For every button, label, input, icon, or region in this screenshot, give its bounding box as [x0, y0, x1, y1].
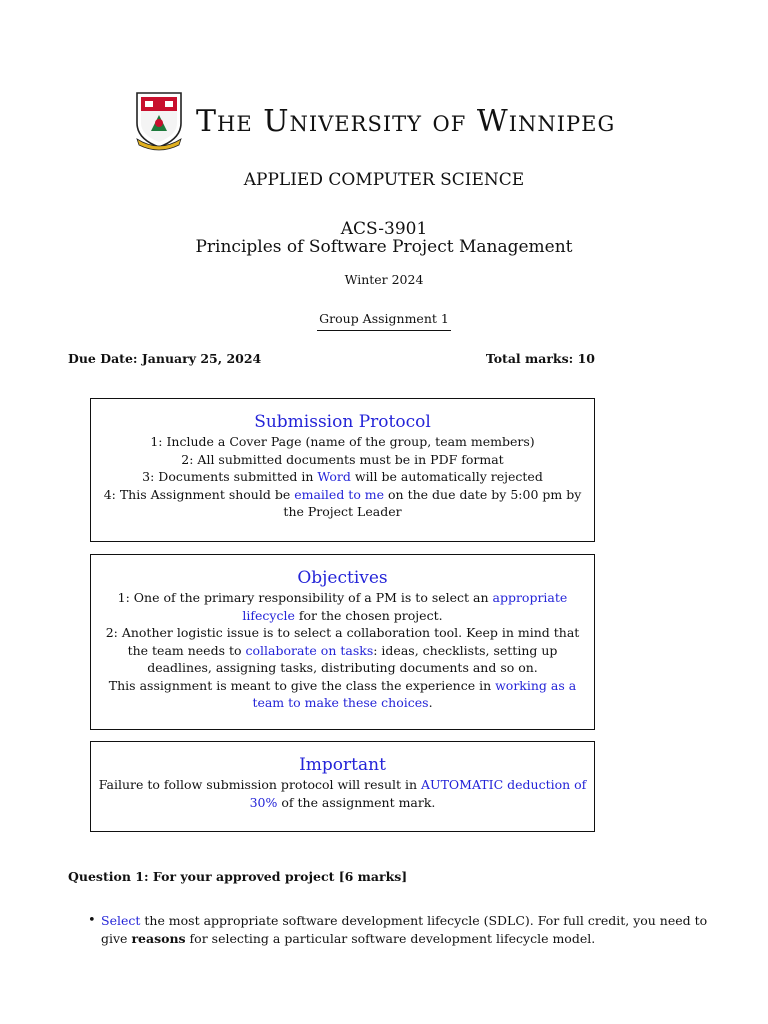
submission-item-4-text-b: on the due date by 5:00 pm by the Project Leader [283, 486, 582, 519]
important-text-a: Failure to follow submission protocol will result in [98, 777, 422, 792]
working-as-team-link[interactable]: working as a team to make these choices [252, 677, 577, 710]
university-name: The University of Winnipeg [196, 104, 616, 139]
objective-item-1-text-a: 1: One of the primary responsibility of a PM is to select an [117, 590, 493, 605]
submission-item-2: 2: All submitted documents must be in PDF format [181, 451, 504, 467]
important-box [90, 741, 595, 832]
question-1-bullet [101, 912, 711, 948]
objective-item-1-text-b: for the chosen project. [294, 607, 443, 623]
question-1-bullet-text-a: the most appropriate software development lifecycle (SDLC). For full credit, you need to give [101, 913, 708, 946]
objective-item-1 [97, 589, 588, 624]
collaborate-link[interactable]: collaborate on tasks [245, 642, 374, 658]
important-text [97, 776, 588, 811]
submission-item-4-text-a: 4: This Assignment should be [103, 486, 295, 502]
due-date: Due Date: January 25, 2024 [68, 351, 262, 366]
term: Winter 2024 [344, 272, 424, 287]
university-crest-icon [133, 89, 185, 151]
submission-item-4 [97, 486, 588, 521]
course-title: Principles of Software Project Management [195, 237, 573, 257]
submission-protocol-title: Submission Protocol [254, 412, 431, 432]
submission-item-3 [97, 468, 588, 486]
objective-item-2 [97, 624, 588, 677]
objective-item-3-text-b: . [428, 695, 433, 710]
objective-item-2-text-b: : ideas, checklists, setting up deadlines, assigning tasks, distributing documents and so on. [147, 642, 558, 675]
total-marks: Total marks: 10 [485, 351, 595, 366]
important-text-b: of the assignment mark. [277, 794, 436, 810]
submission-item-3-text-a: 3: Documents submitted in [142, 469, 318, 484]
objective-item-2-text-a: 2: Another logistic issue is to select a collaboration tool. Keep in mind that the team needs to [105, 625, 580, 658]
automatic-deduction-link[interactable]: AUTOMATIC deduction of 30% [249, 777, 587, 810]
objectives-title: Objectives [297, 568, 388, 588]
course-code: ACS-3901 [340, 219, 428, 239]
objective-item-3-text-a: This assignment is meant to give the class the experience in [108, 677, 496, 693]
reasons-bold: reasons [131, 931, 186, 946]
email-link[interactable]: emailed to me [294, 486, 385, 502]
appropriate-lifecycle-link[interactable]: appropriate lifecycle [242, 590, 568, 623]
important-title: Important [299, 755, 386, 775]
objectives-box [90, 554, 595, 730]
question-1-heading: Question 1: For your approved project [6 marks] [68, 869, 408, 884]
bullet-marker: • [88, 913, 96, 928]
submission-protocol-box [90, 398, 595, 542]
assignment-title: Group Assignment 1 [317, 310, 451, 331]
submission-item-3-text-b: will be automatically rejected [350, 469, 543, 484]
assignment-title-wrap [0, 310, 768, 331]
objective-item-3 [97, 677, 588, 712]
word-link[interactable]: Word [317, 469, 351, 484]
submission-item-1: 1: Include a Cover Page (name of the group, team members) [150, 434, 535, 449]
question-1-bullet-text-b: for selecting a particular software development lifecycle model. [185, 931, 596, 946]
department-name: APPLIED COMPUTER SCIENCE [243, 170, 525, 190]
select-link[interactable]: Select [101, 913, 141, 928]
